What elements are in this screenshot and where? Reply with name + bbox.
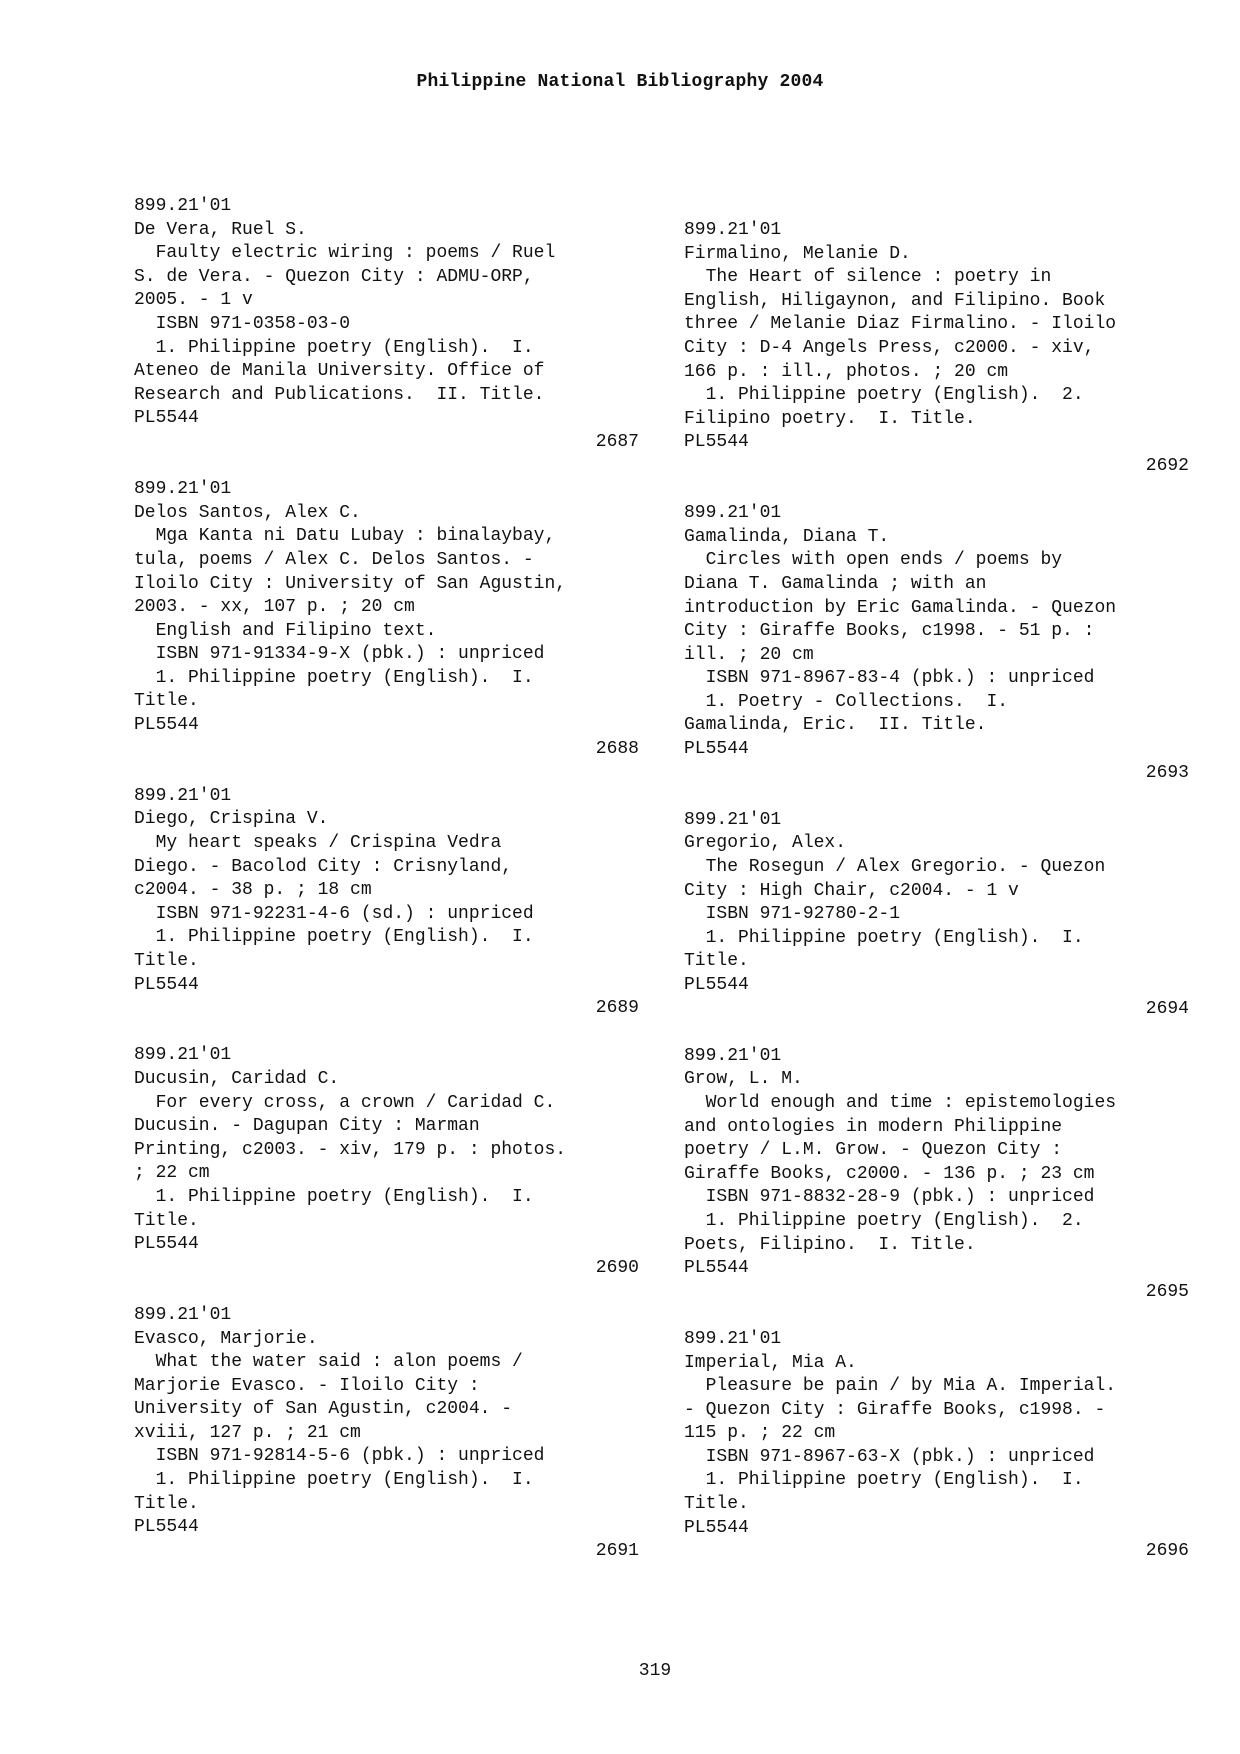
entry-line: Poets, Filipino. I. Title.	[684, 1234, 976, 1255]
entry-number: 2688	[595, 738, 639, 759]
bibliography-entry	[134, 1044, 639, 1280]
entry-line: c2004. - 38 p. ; 18 cm	[134, 880, 372, 901]
bibliography-entry	[134, 478, 639, 761]
entry-line: Marjorie Evasco. - Iloilo City :	[134, 1375, 480, 1396]
entry-number: 2692	[1145, 455, 1189, 476]
entry-line: S. de Vera. - Quezon City : ADMU-ORP,	[134, 266, 534, 287]
entry-line: 899.21'01	[134, 196, 232, 216]
entry-line: 1. Philippine poetry (English). I.	[134, 337, 534, 358]
entry-line: introduction by Eric Gamalinda. - Quezon	[684, 597, 1117, 618]
page-number: 319	[638, 1661, 672, 1681]
entry-line: 1. Philippine poetry (English). I.	[684, 1470, 1084, 1491]
entry-line: Title.	[134, 1210, 199, 1231]
entry-number: 2693	[1145, 762, 1189, 783]
entry-line: 1. Philippine poetry (English). I.	[134, 667, 534, 688]
entry-line: PL5544	[134, 974, 199, 995]
entry-line: Iloilo City : University of San Agustin,	[134, 573, 567, 594]
bibliography-entry	[684, 1045, 1189, 1305]
entry-line: 899.21'01	[684, 1328, 782, 1349]
entry-line: ISBN 971-91334-9-X (pbk.) : unpriced	[134, 644, 545, 665]
entry-line: 2003. - xx, 107 p. ; 20 cm	[134, 597, 415, 618]
entry-line: Printing, c2003. - xiv, 179 p. : photos.	[134, 1139, 567, 1160]
entry-line: ISBN 971-8967-63-X (pbk.) : unpriced	[684, 1446, 1095, 1467]
entry-line: Gregorio, Alex.	[684, 833, 847, 854]
entry-line: 1. Poetry - Collections. I.	[684, 691, 1009, 712]
page-title: Philippine National Bibliography 2004	[416, 72, 824, 92]
entry-line: Research and Publications. II. Title.	[134, 384, 545, 405]
entry-line: 899.21'01	[134, 479, 232, 500]
entry-line: English and Filipino text.	[134, 620, 437, 641]
entry-line: 1. Philippine poetry (English). 2.	[684, 1210, 1084, 1231]
entry-line: Giraffe Books, c2000. - 136 p. ; 23 cm	[684, 1163, 1095, 1184]
entry-line: University of San Agustin, c2004. -	[134, 1399, 513, 1420]
entry-line: three / Melanie Diaz Firmalino. - Iloilo	[684, 314, 1117, 335]
entry-line: 2005. - 1 v	[134, 290, 253, 311]
bibliography-entry	[684, 502, 1189, 785]
entry-line: Diego. - Bacolod City : Crisnyland,	[134, 856, 513, 877]
entry-line: and ontologies in modern Philippine	[684, 1116, 1063, 1137]
entry-line: For every cross, a crown / Caridad C.	[134, 1092, 556, 1113]
entry-line: City : Giraffe Books, c1998. - 51 p. :	[684, 621, 1095, 642]
bibliography-entry	[134, 1304, 639, 1564]
entry-line: Title.	[684, 1494, 749, 1515]
entry-number: 2689	[595, 998, 639, 1019]
entry-number: 2691	[595, 1540, 639, 1561]
entry-line: Mga Kanta ni Datu Lubay : binalaybay,	[134, 526, 556, 547]
entry-line: tula, poems / Alex C. Delos Santos. -	[134, 549, 534, 570]
entry-line: Faulty electric wiring : poems / Ruel	[134, 243, 556, 264]
entry-line: ISBN 971-92814-5-6 (pbk.) : unpriced	[134, 1446, 545, 1467]
entry-line: PL5544	[684, 739, 749, 760]
entry-line: 899.21'01	[134, 785, 232, 806]
entry-line: Title.	[684, 951, 749, 972]
right-column	[684, 219, 1189, 1564]
entry-line: ISBN 971-8832-28-9 (pbk.) : unpriced	[684, 1187, 1095, 1208]
entry-line: 899.21'01	[684, 220, 782, 240]
entry-line: 899.21'01	[134, 1045, 232, 1066]
entry-number: 2694	[1145, 998, 1189, 1019]
entry-line: City : High Chair, c2004. - 1 v	[684, 880, 1019, 901]
entry-line: What the water said : alon poems /	[134, 1352, 523, 1373]
entry-line: 899.21'01	[684, 503, 782, 524]
entry-line: - Quezon City : Giraffe Books, c1998. -	[684, 1399, 1106, 1420]
entry-number: 2690	[595, 1257, 639, 1278]
entry-line: PL5544	[134, 715, 199, 736]
entry-line: PL5544	[684, 975, 749, 995]
entry-line: Gamalinda, Eric. II. Title.	[684, 715, 987, 736]
entry-line: Imperial, Mia A.	[684, 1352, 857, 1373]
entry-line: Delos Santos, Alex C.	[134, 502, 361, 523]
entry-line: English, Hiligaynon, and Filipino. Book	[684, 290, 1106, 311]
bibliography-entry	[684, 219, 1189, 479]
entry-line: Ducusin. - Dagupan City : Marman	[134, 1116, 480, 1137]
entry-line: 1. Philippine poetry (English). I.	[134, 1186, 534, 1207]
entry-line: PL5544	[684, 432, 749, 453]
entry-line: PL5544	[134, 408, 199, 429]
left-column	[134, 195, 639, 1563]
entry-line: 1. Philippine poetry (English). 2.	[684, 385, 1084, 406]
entry-line: Gamalinda, Diana T.	[684, 526, 890, 547]
entry-line: PL5544	[134, 1517, 199, 1538]
entry-line: ISBN 971-92231-4-6 (sd.) : unpriced	[134, 903, 534, 924]
entry-line: Filipino poetry. I. Title.	[684, 408, 976, 429]
entry-line: 899.21'01	[684, 1045, 782, 1066]
entry-line: 899.21'01	[684, 809, 782, 830]
bibliography-entry	[134, 785, 639, 1021]
entry-line: Title.	[134, 951, 199, 971]
entry-line: 166 p. : ill., photos. ; 20 cm	[684, 361, 1009, 382]
entry-line: Ateneo de Manila University. Office of	[134, 361, 545, 382]
entry-line: poetry / L.M. Grow. - Quezon City :	[684, 1140, 1063, 1161]
entry-line: Firmalino, Melanie D.	[684, 243, 911, 264]
entry-number: 2695	[1145, 1281, 1189, 1302]
bibliography-entry	[134, 195, 639, 455]
entry-line: 1. Philippine poetry (English). I.	[684, 927, 1084, 948]
entry-line: Grow, L. M.	[684, 1069, 803, 1090]
entry-line: ISBN 971-92780-2-1	[684, 904, 901, 925]
entry-line: 1. Philippine poetry (English). I.	[134, 1470, 534, 1491]
entry-line: xviii, 127 p. ; 21 cm	[134, 1422, 361, 1443]
entry-line: Evasco, Marjorie.	[134, 1328, 318, 1349]
entry-line: My heart speaks / Crispina Vedra	[134, 833, 502, 854]
entry-line: The Rosegun / Alex Gregorio. - Quezon	[684, 857, 1106, 878]
entry-line: ISBN 971-8967-83-4 (pbk.) : unpriced	[684, 668, 1095, 689]
entry-line: PL5544	[684, 1258, 749, 1279]
entry-line: The Heart of silence : poetry in	[684, 267, 1052, 288]
entry-line: Pleasure be pain / by Mia A. Imperial.	[684, 1376, 1117, 1397]
entry-line: Title.	[134, 1493, 199, 1514]
entry-line: ill. ; 20 cm	[684, 644, 814, 665]
entry-number: 2696	[1145, 1541, 1189, 1562]
entry-line: Diana T. Gamalinda ; with an	[684, 573, 987, 594]
entry-number: 2687	[595, 431, 639, 452]
entry-line: World enough and time : epistemologies	[684, 1092, 1117, 1113]
entry-line: 899.21'01	[134, 1304, 232, 1325]
entry-line: De Vera, Ruel S.	[134, 219, 307, 240]
entry-line: ; 22 cm	[134, 1163, 210, 1184]
bibliography-entry	[684, 809, 1189, 1021]
entry-line: 1. Philippine poetry (English). I.	[134, 927, 534, 948]
entry-line: Diego, Crispina V.	[134, 809, 329, 830]
entry-line: ISBN 971-0358-03-0	[134, 313, 351, 334]
entry-line: PL5544	[684, 1517, 749, 1538]
entry-line: PL5544	[134, 1234, 199, 1255]
entry-line: Circles with open ends / poems by	[684, 550, 1063, 571]
bibliography-entry	[684, 1328, 1189, 1564]
entry-line: Ducusin, Caridad C.	[134, 1068, 340, 1089]
entry-line: Title.	[134, 691, 199, 712]
entry-line: City : D-4 Angels Press, c2000. - xiv,	[684, 337, 1095, 358]
entry-line: 115 p. ; 22 cm	[684, 1423, 836, 1444]
